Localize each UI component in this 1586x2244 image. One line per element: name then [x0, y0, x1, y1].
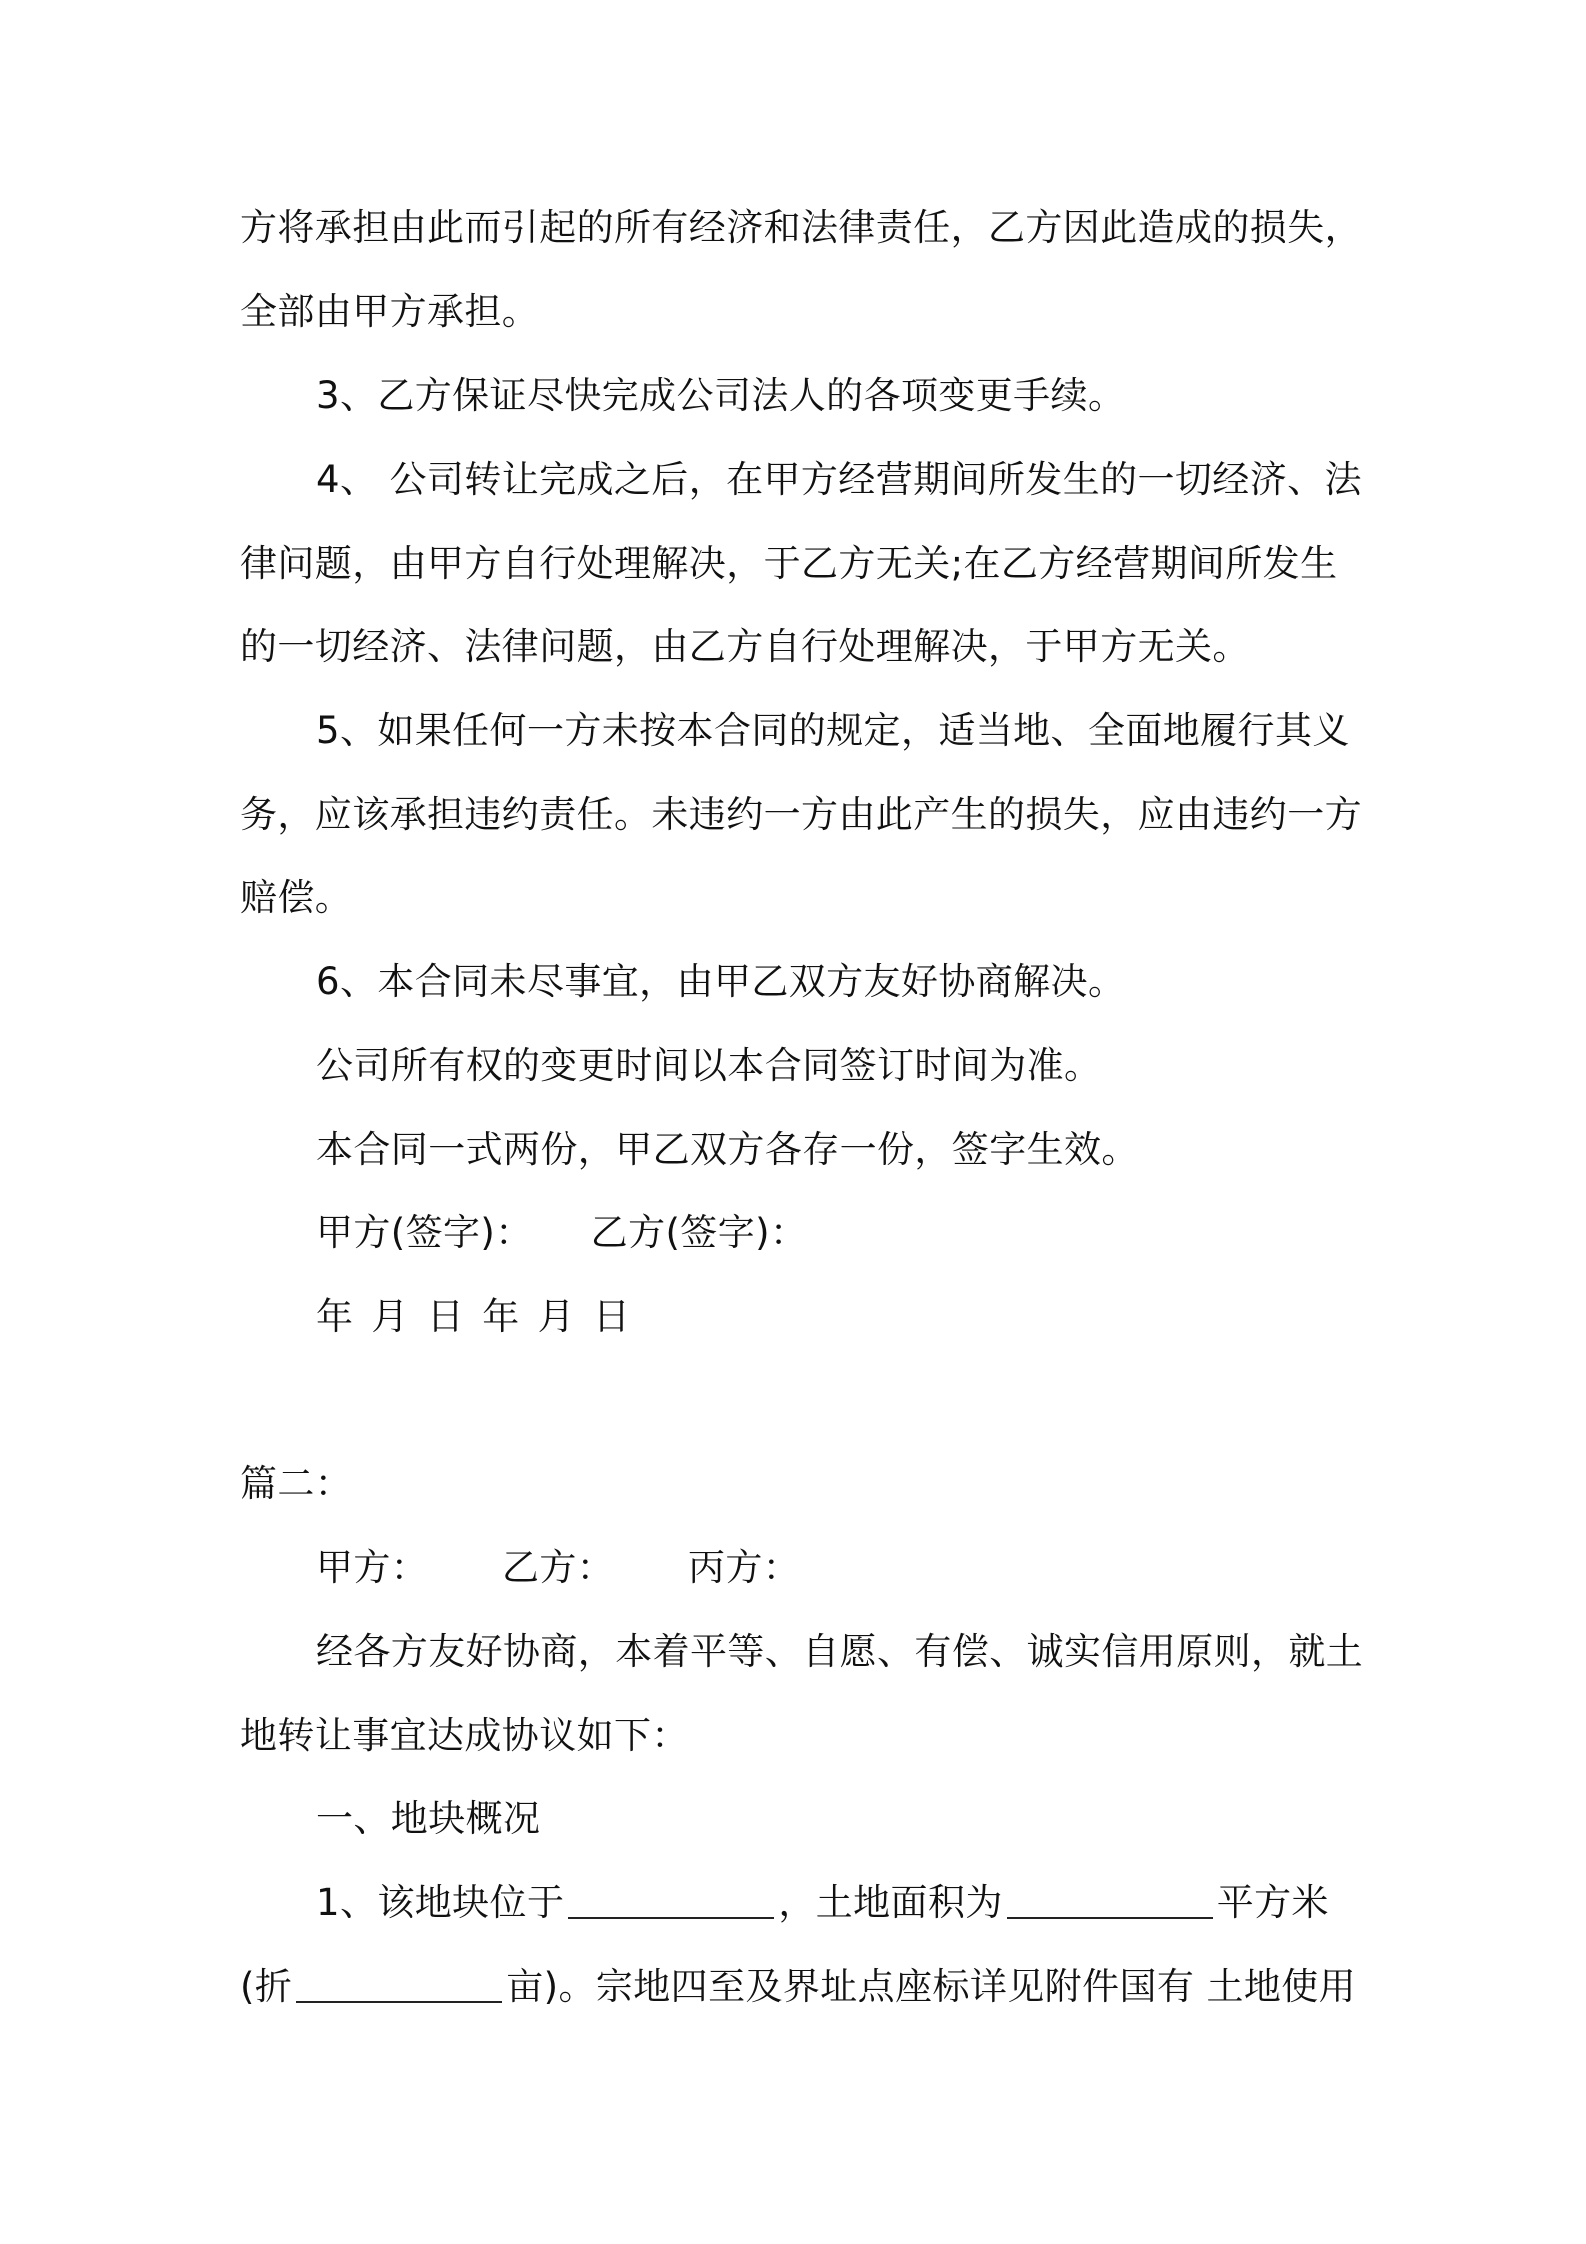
clause-3: 3、乙方保证尽快完成公司法人的各项变更手续。	[316, 374, 1126, 417]
section-heading: 篇二：	[240, 1462, 353, 1505]
paragraph-line: 经各方友好协商，本着平等、自愿、有偿、诚实信用原则，就土	[316, 1630, 1364, 1673]
ownership-change-clause: 公司所有权的变更时间以本合同签订时间为准。	[316, 1044, 1102, 1087]
paragraph-line: 律问题，由甲方自行处理解决，于乙方无关;在乙方经营期间所发生	[240, 542, 1338, 585]
party-a-label: 甲方：	[316, 1546, 429, 1589]
area-blank	[1007, 1887, 1213, 1919]
item-1-line	[316, 1878, 1329, 1928]
paragraph-line: 的一切经济、法律问题，由乙方自行处理解决，于甲方无关。	[240, 625, 1250, 668]
item-1-text: 1、该地块位于	[316, 1881, 565, 1924]
party-b-label: 乙方：	[502, 1546, 615, 1589]
mu-blank	[296, 1971, 502, 2003]
date-year: 年	[316, 1295, 354, 1338]
item-1-mu-text: 亩)。宗地四至及界址点座标详见附件国有 土地使用	[506, 1965, 1357, 2008]
subheading: 一、地块概况	[316, 1797, 541, 1840]
signature-line	[316, 1208, 807, 1258]
item-1-area-text: ，土地面积为	[778, 1881, 1003, 1924]
paragraph-line: 务，应该承担违约责任。未违约一方由此产生的损失，应由违约一方	[240, 793, 1362, 836]
date-month: 月	[371, 1295, 409, 1338]
date-day: 日	[593, 1295, 631, 1338]
clause-6: 6、本合同未尽事宜，由甲乙双方友好协商解决。	[316, 960, 1126, 1003]
parties-line	[316, 1543, 800, 1593]
paragraph-line: 地转让事宜达成协议如下：	[240, 1714, 689, 1757]
date-month: 月	[537, 1295, 576, 1338]
party-b-signature-label: 乙方(签字)：	[590, 1211, 808, 1254]
item-1-line-2	[240, 1962, 1356, 2012]
item-1-mu-prefix: (折	[240, 1965, 293, 2008]
paragraph-line: 赔偿。	[240, 876, 353, 919]
paragraph-line: 方将承担由此而引起的所有经济和法律责任，乙方因此造成的损失，	[240, 206, 1362, 249]
party-c-label: 丙方：	[688, 1546, 801, 1589]
item-1-unit: 平方米	[1216, 1881, 1329, 1924]
location-blank	[568, 1887, 774, 1919]
date-line	[316, 1292, 648, 1342]
clause-5: 5、如果任何一方未按本合同的规定，适当地、全面地履行其义	[316, 709, 1350, 752]
copies-clause: 本合同一式两份，甲乙双方各存一份，签字生效。	[316, 1128, 1139, 1171]
date-day: 日	[426, 1295, 465, 1338]
date-year: 年	[482, 1295, 520, 1338]
clause-4: 4、 公司转让完成之后，在甲方经营期间所发生的一切经济、法	[316, 458, 1362, 501]
paragraph-line: 全部由甲方承担。	[240, 290, 540, 333]
party-a-signature-label: 甲方(签字)：	[316, 1211, 533, 1254]
